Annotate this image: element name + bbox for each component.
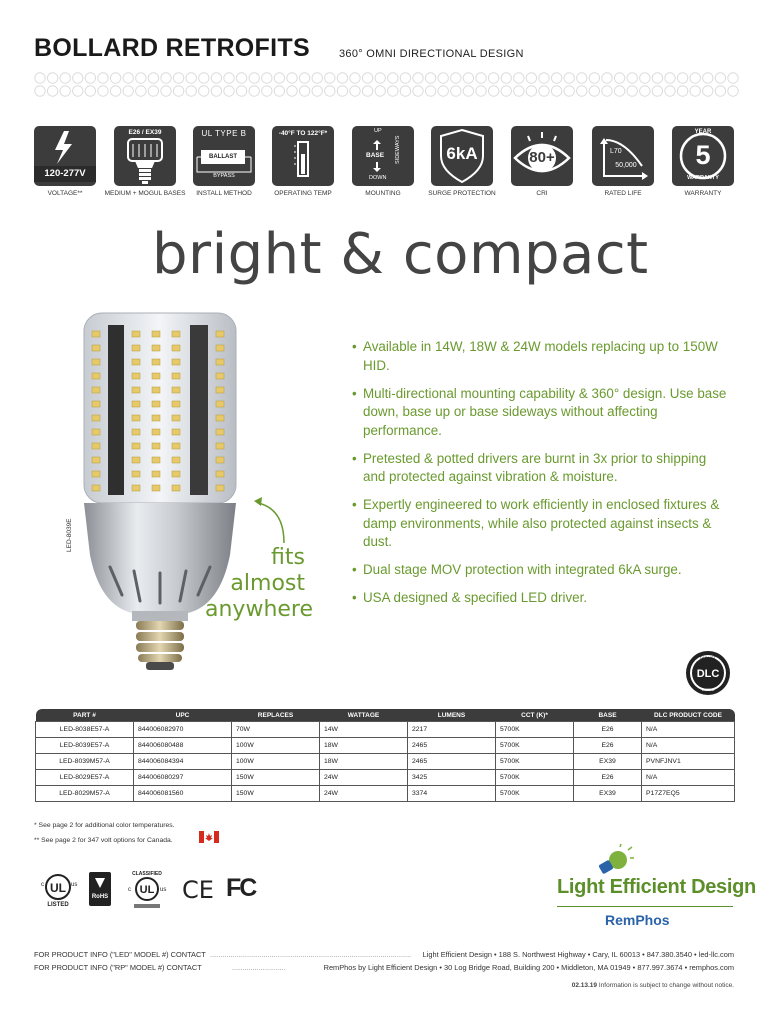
eye-icon (511, 126, 573, 186)
footer-dot-leader: .................................................................................................. (210, 950, 412, 959)
surge-label: 6kA (446, 144, 478, 163)
footer-rp-contact-info: RemPhos by Light Efficient Design • 30 Log Bridge Road, Building 200 • Middleton, MA 01949 • 877.997.3674 • remphos.com (323, 963, 734, 972)
rohs-logo (89, 872, 111, 906)
temp-label: -40°F TO 122°F* (278, 130, 328, 137)
warranty-years: 5 (695, 140, 711, 170)
surge-shield-icon (431, 126, 493, 186)
svg-text:UL: UL (139, 884, 155, 896)
life-l70-label: L70 (610, 148, 622, 155)
mount-up-label: UP (374, 128, 382, 134)
table-cell: 24W (320, 770, 408, 786)
footer-led-contact-label: FOR PRODUCT INFO ("LED" MODEL #) CONTACT (34, 950, 206, 959)
table-cell: 844006080488 (134, 738, 232, 754)
bypass-label: BYPASS (213, 173, 235, 179)
fits-anywhere-tagline (205, 545, 314, 623)
table-row (36, 770, 735, 786)
decorative-dot-pattern (34, 70, 736, 100)
table-cell: N/A (642, 722, 735, 738)
page-title: BOLLARD RETROFITS (34, 34, 310, 62)
page-subtitle: 360° OMNI DIRECTIONAL DESIGN (339, 48, 524, 60)
warranty-icon (672, 126, 734, 186)
mounting-caption: MOUNTING (365, 190, 401, 197)
table-cell: 18W (320, 754, 408, 770)
bulb-base-icon (114, 126, 176, 186)
table-cell: 14W (320, 722, 408, 738)
table-header-row (36, 709, 735, 722)
table-cell: 3374 (408, 786, 496, 802)
col-base: BASE (574, 709, 642, 722)
table-cell: 844006084394 (134, 754, 232, 770)
mount-base-label: BASE (366, 152, 385, 159)
table-cell: 844006082970 (134, 722, 232, 738)
voltage-caption: VOLTAGE** (47, 190, 83, 197)
mount-sideways-label: SIDEWAYS (395, 135, 401, 164)
table-row (36, 786, 735, 802)
table-cell: 5700K (496, 722, 574, 738)
col-part: PART # (36, 709, 134, 722)
table-cell: E26 (574, 770, 642, 786)
fcc-logo: FC (226, 874, 256, 902)
table-cell: 2465 (408, 738, 496, 754)
cri-label: 80+ (529, 149, 555, 166)
table-cell: 5700K (496, 786, 574, 802)
fits-line-1: fits (271, 545, 305, 570)
voltage-icon (34, 126, 96, 186)
table-cell: LED-8039E57-A (36, 738, 134, 754)
table-cell: N/A (642, 738, 735, 754)
dlc-seal-bottom: LISTED (701, 688, 715, 692)
cri-caption: CRI (536, 190, 548, 197)
table-cell: 844006081560 (134, 786, 232, 802)
svg-text:c: c (128, 887, 131, 893)
table-cell: N/A (642, 770, 735, 786)
table-cell: 100W (232, 738, 320, 754)
product-model-label: LED-8039E (66, 518, 73, 552)
table-cell: 24W (320, 786, 408, 802)
feature-item: • USA designed & specified LED driver. (352, 589, 732, 608)
svg-text:LISTED: LISTED (47, 902, 69, 908)
table-cell: 100W (232, 754, 320, 770)
footer-dot-leader: .......................... (232, 963, 286, 972)
table-cell: 3425 (408, 770, 496, 786)
svg-text:us: us (71, 882, 78, 888)
brand-divider (557, 906, 733, 907)
table-cell: 844006080297 (134, 770, 232, 786)
install-caption: INSTALL METHOD (196, 190, 252, 197)
headline: bright & compact (152, 222, 649, 287)
table-cell: E26 (574, 722, 642, 738)
table-cell: LED-8038E57-A (36, 722, 134, 738)
warranty-word-label: WARRANTY (687, 175, 719, 181)
warranty-year-label: YEAR (694, 129, 712, 135)
life-hours-label: 50,000 (615, 162, 637, 169)
cul-listed-logo (38, 872, 84, 908)
fits-line-3: anywhere (205, 597, 314, 622)
table-cell: PVNFJNV1 (642, 754, 735, 770)
feature-item: • Available in 14W, 18W & 24W models replacing up to 150W HID. (352, 338, 732, 375)
table-cell: LED-8039M57-A (36, 754, 134, 770)
table-cell: 150W (232, 770, 320, 786)
dlc-seal-top: DLC LIST (700, 656, 716, 660)
ul-classified-logo (124, 868, 170, 912)
table-cell: EX39 (574, 754, 642, 770)
table-row (36, 754, 735, 770)
table-cell: 2465 (408, 754, 496, 770)
svg-text:us: us (160, 887, 167, 893)
feature-item: • Multi-directional mounting capability & 360° design. Use base down, base up or base sideways without affecting performance. (352, 385, 732, 441)
dlc-listed-seal (685, 650, 731, 696)
disclaimer: Information is subject to change without notice. (598, 982, 734, 989)
col-dlc: DLC PRODUCT CODE (642, 709, 735, 722)
footnote-canada: ** See page 2 for 347 volt options for Canada. (34, 837, 173, 844)
surge-caption: SURGE PROTECTION (428, 190, 496, 197)
col-cct: CCT (K)* (496, 709, 574, 722)
feature-item: • Dual stage MOV protection with integrated 6kA surge. (352, 561, 732, 580)
table-cell: 2217 (408, 722, 496, 738)
svg-text:c: c (41, 882, 44, 888)
table-cell: E26 (574, 738, 642, 754)
table-cell: 5700K (496, 754, 574, 770)
table-cell: 5700K (496, 770, 574, 786)
life-caption: RATED LIFE (604, 190, 642, 197)
mounting-icon (352, 126, 414, 186)
table-cell: P17Z7EQ5 (642, 786, 735, 802)
curved-arrow-icon (250, 495, 290, 545)
table-cell: LED-8029E57-A (36, 770, 134, 786)
ce-mark-logo: CE (182, 876, 214, 904)
table-cell: 18W (320, 738, 408, 754)
install-label: UL TYPE B (201, 129, 247, 138)
fits-line-2: almost (230, 571, 305, 596)
col-wattage: WATTAGE (320, 709, 408, 722)
footer-led-contact-info: Light Efficient Design • 188 S. Northwest Highway • Cary, IL 60013 • 847.380.3540 • led-llc.com (422, 950, 734, 959)
svg-text:RoHS: RoHS (91, 894, 109, 900)
table-row (36, 738, 735, 754)
footnote-color-temps: * See page 2 for additional color temperatures. (34, 822, 175, 829)
thermometer-icon (272, 126, 334, 186)
col-replaces: REPLACES (232, 709, 320, 722)
mount-down-label: DOWN (369, 175, 387, 181)
feature-list (352, 338, 732, 617)
warranty-caption: WARRANTY (684, 190, 722, 197)
light-bulb-logo-icon (592, 846, 634, 878)
install-method-icon (193, 126, 255, 186)
footer-rp-contact-label: FOR PRODUCT INFO ("RP" MODEL #) CONTACT (34, 963, 202, 972)
brand-name: Light Efficient Design (557, 876, 756, 898)
temp-caption: OPERATING TEMP (274, 190, 332, 197)
canada-flag-icon (199, 831, 219, 843)
svg-text:CLASSIFIED: CLASSIFIED (132, 871, 162, 877)
rated-life-icon (592, 126, 654, 186)
remphos-brand: RemPhos (605, 912, 670, 928)
bases-label: E26 / EX39 (128, 129, 162, 136)
ballast-label: BALLAST (201, 150, 245, 164)
feature-item: • Expertly engineered to work efficiently in enclosed fixtures & damp environments, while also protected against insects & dust. (352, 496, 732, 552)
table-cell: EX39 (574, 786, 642, 802)
voltage-label: 120-277V (44, 168, 86, 179)
table-cell: 5700K (496, 738, 574, 754)
table-row (36, 722, 735, 738)
col-upc: UPC (134, 709, 232, 722)
table-cell: 150W (232, 786, 320, 802)
feature-item: • Pretested & potted drivers are burnt in 3x prior to shipping and protected against vibration & moisture. (352, 450, 732, 487)
product-table (35, 709, 735, 802)
col-lumens: LUMENS (408, 709, 496, 722)
revision-note (572, 982, 734, 989)
bases-caption: MEDIUM + MOGUL BASES (104, 190, 186, 197)
table-cell: LED-8029M57-A (36, 786, 134, 802)
dlc-seal-text: DLC (696, 668, 720, 680)
table-cell: 70W (232, 722, 320, 738)
revision-date: 02.13.19 (571, 982, 598, 989)
svg-text:UL: UL (50, 881, 66, 895)
